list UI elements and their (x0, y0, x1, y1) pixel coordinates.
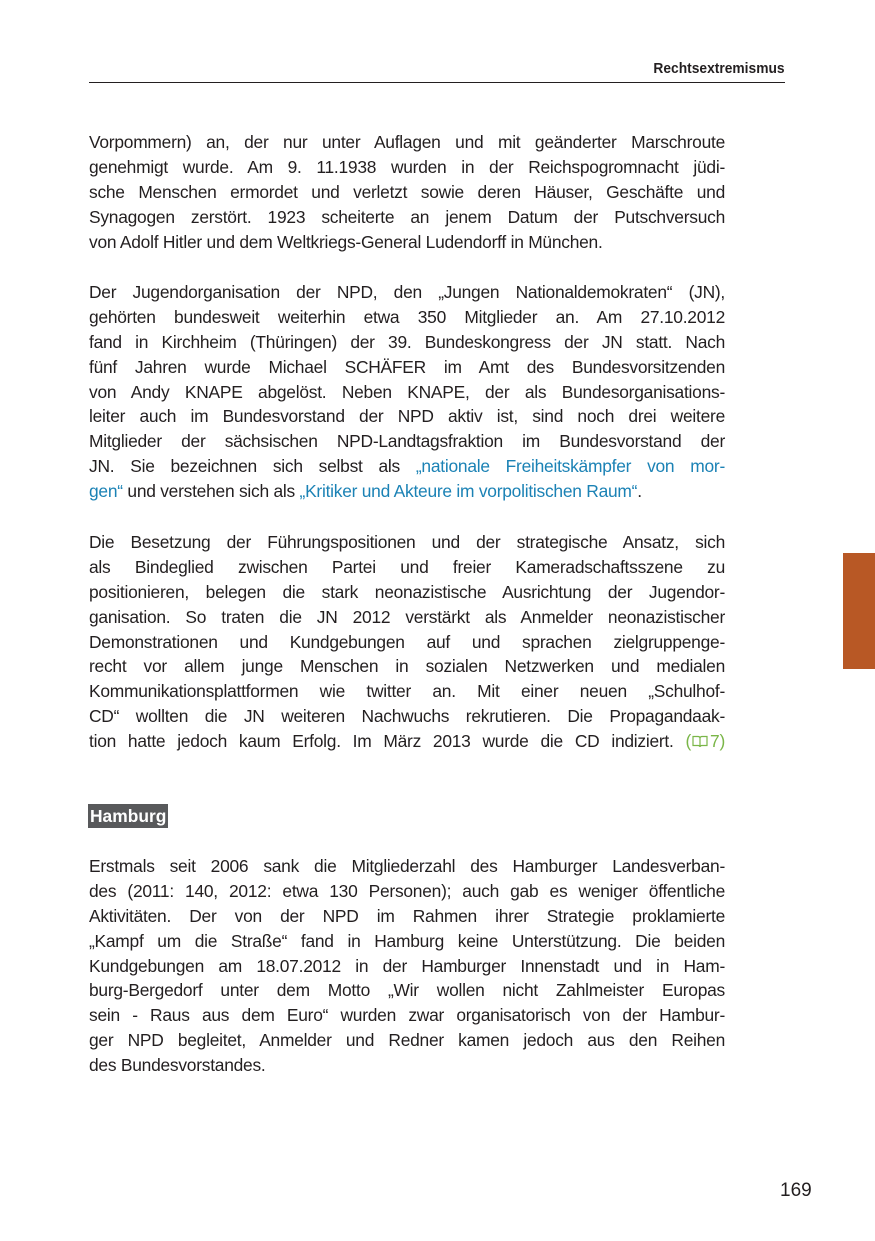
text-line: von Andy KNAPE abgelöst. Neben KNAPE, der als Bundesorganisations- (89, 381, 725, 402)
text-line: „Kampf um die Straße“ fand in Hamburg keine Unterstützung. Die beiden (89, 930, 725, 951)
book-icon (692, 735, 708, 748)
quote-nationale-freiheitskaempfer-end: gen“ (89, 481, 123, 502)
text-line: Der Jugendorganisation der NPD, den „Jungen Nationaldemokraten“ (JN), (89, 282, 725, 302)
paragraph-4 (89, 854, 725, 1078)
text-line: genehmigt wurde. Am 9. 11.1938 wurden in der Reichspogromnacht jüdi- (89, 156, 725, 177)
quote-kritiker-und-akteure: „Kritiker und Akteure im vorpolitischen Raum“ (299, 481, 638, 502)
paragraph-3 (89, 530, 725, 754)
text-line: Mitglieder der sächsischen NPD-Landtagsfraktion im Bundesvorstand der (89, 431, 725, 452)
text-line: Vorpommern) an, der nur unter Auflagen und mit geänderter Marschroute (89, 132, 725, 152)
text-line (89, 479, 725, 504)
text-segment: JN. Sie bezeichnen sich selbst als (89, 456, 416, 477)
text-segment: . (637, 481, 642, 502)
text-line: CD“ wollten die JN weiteren Nachwuchs rekrutieren. Die Propagandaak- (89, 706, 725, 727)
text-line: ganisation. So traten die JN 2012 verstärkt als Anmelder neonazistischer (89, 606, 725, 627)
text-line: fand in Kirchheim (Thüringen) der 39. Bundeskongress der JN statt. Nach (89, 331, 725, 352)
text-line: sein - Raus aus dem Euro“ wurden zwar organisatorisch von der Hambur- (89, 1005, 725, 1026)
text-line: Kommunikationsplattformen wie twitter an. Mit einer neuen „Schulhof- (89, 681, 725, 702)
reference-number: 7) (710, 731, 725, 752)
text-line: leiter auch im Bundesvorstand der NPD aktiv ist, sind noch drei weitere (89, 406, 725, 427)
text-line: Die Besetzung der Führungspositionen und der strategische Ansatz, sich (89, 532, 725, 552)
text-line: als Bindeglied zwischen Partei und freier Kameradschaftsszene zu (89, 556, 725, 577)
text-line: Demonstrationen und Kundgebungen auf und sprachen zielgruppenge- (89, 631, 725, 652)
quote-nationale-freiheitskaempfer: „nationale Freiheitskämpfer von mor- (415, 456, 725, 477)
text-line: gehörten bundesweit weiterhin etwa 350 Mitglieder an. Am 27.10.2012 (89, 306, 725, 327)
text-segment: tion hatte jedoch kaum Erfolg. Im März 2013 wurde die CD indiziert. (89, 731, 686, 752)
text-line: ger NPD begleitet, Anmelder und Redner kamen jedoch aus den Reihen (89, 1030, 725, 1051)
text-segment: und verstehen sich als (122, 481, 300, 502)
text-line: Kundgebungen am 18.07.2012 in der Hamburger Innenstadt und in Ham- (89, 955, 725, 976)
text-line (89, 729, 725, 754)
text-line: des (2011: 140, 2012: etwa 130 Personen); auch gab es weniger öffentliche (89, 880, 725, 901)
chapter-tab-marker (843, 553, 875, 669)
text-line: von Adolf Hitler und dem Weltkriegs-General Ludendorff in München. (89, 231, 603, 252)
text-line: fünf Jahren wurde Michael SCHÄFER im Amt des Bundesvorsitzenden (89, 356, 725, 377)
text-line: positionieren, belegen die stark neonazistische Ausrichtung der Jugendor- (89, 581, 725, 602)
page-number: 169 (780, 1180, 812, 1201)
running-head-title: Rechtsextremismus (653, 60, 785, 77)
text-line: burg-Bergedorf unter dem Motto „Wir wollen nicht Zahlmeister Europas (89, 980, 725, 1001)
text-line (89, 454, 725, 479)
text-line: recht vor allem junge Menschen in sozialen Netzwerken und medialen (89, 656, 725, 677)
text-line: Erstmals seit 2006 sank die Mitgliederzahl des Hamburger Landesverban- (89, 856, 725, 876)
text-line: des Bundesvorstandes. (89, 1055, 266, 1076)
reference-open-paren: ( (685, 731, 692, 752)
text-line: sche Menschen ermordet und verletzt sowie deren Häuser, Geschäfte und (89, 181, 725, 202)
paragraph-2 (89, 280, 725, 504)
text-line: Synagogen zerstört. 1923 scheiterte an jenem Datum der Putschversuch (89, 206, 725, 227)
section-heading-hamburg: Hamburg (90, 806, 167, 826)
running-head (89, 60, 785, 83)
text-line: Aktivitäten. Der von der NPD im Rahmen ihrer Strategie proklamierte (89, 905, 725, 926)
reference-link[interactable] (685, 731, 725, 751)
paragraph-1 (89, 130, 725, 254)
